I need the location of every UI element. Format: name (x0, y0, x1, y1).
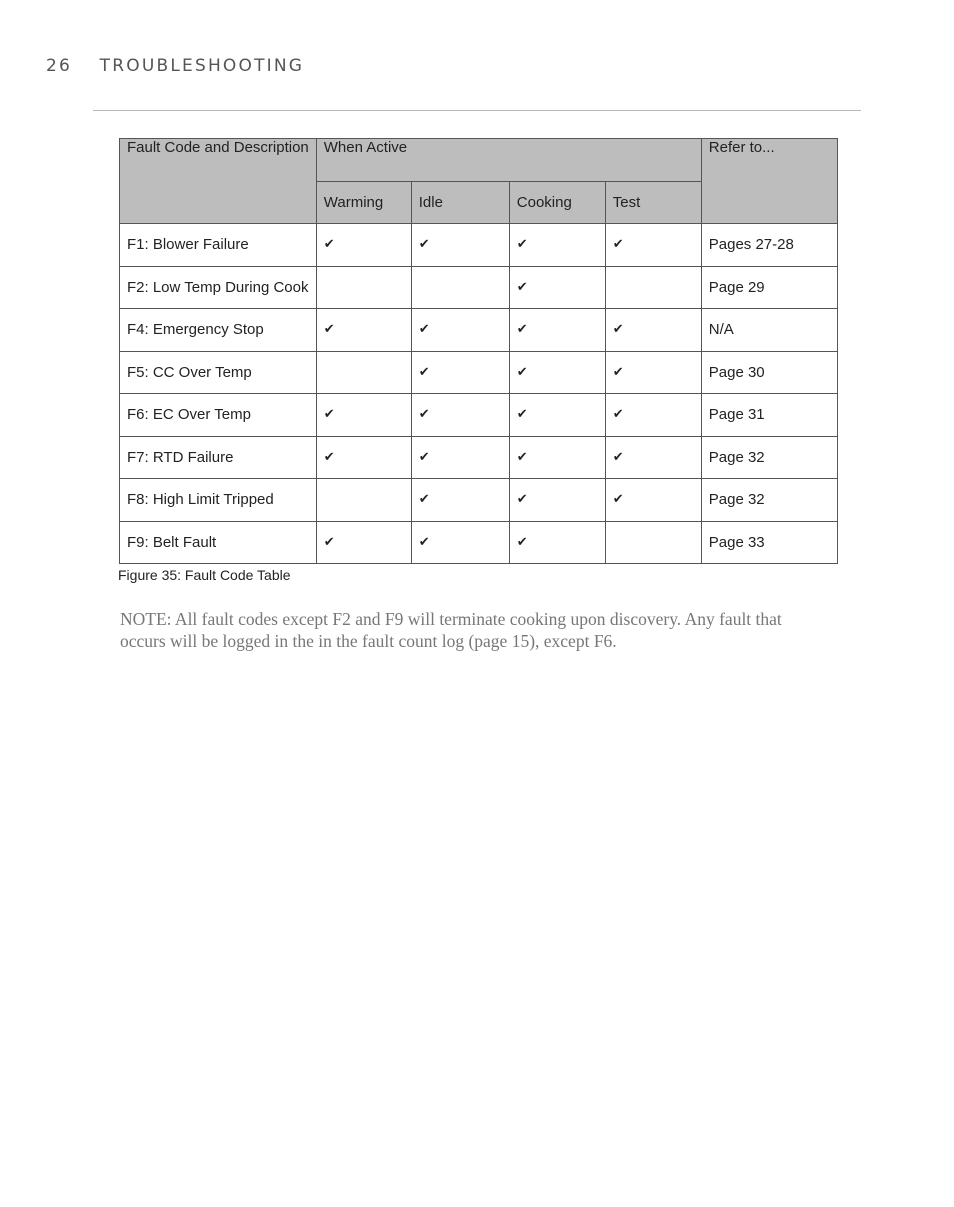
idle-check-icon: ✔ (411, 479, 509, 522)
table-row (120, 479, 838, 522)
fault-description: F9: Belt Fault (120, 521, 317, 564)
test-check-icon: ✔ (605, 479, 701, 522)
figure-caption: Figure 35: Fault Code Table (118, 567, 291, 583)
idle-check-icon: ✔ (411, 436, 509, 479)
refer-to-cell: Page 33 (701, 521, 837, 564)
table-header-row (120, 139, 838, 182)
header-divider (93, 110, 861, 111)
table-row (120, 309, 838, 352)
refer-to-cell: Page 29 (701, 266, 837, 309)
warming-check-icon (316, 479, 411, 522)
idle-check-icon: ✔ (411, 521, 509, 564)
fault-description: F4: Emergency Stop (120, 309, 317, 352)
warming-check-icon: ✔ (316, 224, 411, 267)
table-row (120, 351, 838, 394)
cooking-check-icon: ✔ (509, 521, 605, 564)
cooking-check-icon: ✔ (509, 266, 605, 309)
fault-description: F1: Blower Failure (120, 224, 317, 267)
fault-description: F8: High Limit Tripped (120, 479, 317, 522)
cooking-check-icon: ✔ (509, 309, 605, 352)
cooking-check-icon: ✔ (509, 394, 605, 437)
idle-check-icon: ✔ (411, 394, 509, 437)
idle-check-icon: ✔ (411, 224, 509, 267)
refer-to-cell: Page 31 (701, 394, 837, 437)
idle-check-icon: ✔ (411, 351, 509, 394)
fault-description: F7: RTD Failure (120, 436, 317, 479)
test-check-icon: ✔ (605, 394, 701, 437)
fault-code-table (119, 138, 838, 564)
table-row (120, 224, 838, 267)
when-active-header: When Active (316, 139, 701, 182)
refer-to-cell: N/A (701, 309, 837, 352)
refer-to-cell: Page 30 (701, 351, 837, 394)
warming-header: Warming (316, 181, 411, 224)
test-check-icon: ✔ (605, 224, 701, 267)
warming-check-icon (316, 351, 411, 394)
fault-description: F2: Low Temp During Cook (120, 266, 317, 309)
section-title: TROUBLESHOOTING (99, 56, 305, 76)
warming-check-icon: ✔ (316, 521, 411, 564)
refer-to-cell: Pages 27-28 (701, 224, 837, 267)
table-row (120, 521, 838, 564)
warming-check-icon: ✔ (316, 436, 411, 479)
table-row (120, 436, 838, 479)
page-number: 26 (46, 56, 73, 76)
warming-check-icon: ✔ (316, 394, 411, 437)
page-header (46, 56, 304, 76)
idle-check-icon (411, 266, 509, 309)
refer-column-header: Refer to... (701, 139, 837, 224)
warming-check-icon (316, 266, 411, 309)
refer-to-cell: Page 32 (701, 436, 837, 479)
refer-to-cell: Page 32 (701, 479, 837, 522)
test-check-icon (605, 266, 701, 309)
cooking-check-icon: ✔ (509, 436, 605, 479)
cooking-header: Cooking (509, 181, 605, 224)
test-header: Test (605, 181, 701, 224)
test-check-icon: ✔ (605, 309, 701, 352)
test-check-icon: ✔ (605, 351, 701, 394)
test-check-icon (605, 521, 701, 564)
note-paragraph: NOTE: All fault codes except F2 and F9 will terminate cooking upon discovery. Any fault that occurs will be logged in the in the fault count log (page 15), except F6. (120, 609, 782, 651)
fault-column-header: Fault Code and Description (120, 139, 317, 224)
idle-header: Idle (411, 181, 509, 224)
cooking-check-icon: ✔ (509, 224, 605, 267)
cooking-check-icon: ✔ (509, 479, 605, 522)
warming-check-icon: ✔ (316, 309, 411, 352)
fault-description: F5: CC Over Temp (120, 351, 317, 394)
fault-description: F6: EC Over Temp (120, 394, 317, 437)
idle-check-icon: ✔ (411, 309, 509, 352)
test-check-icon: ✔ (605, 436, 701, 479)
table-row (120, 266, 838, 309)
cooking-check-icon: ✔ (509, 351, 605, 394)
table-row (120, 394, 838, 437)
